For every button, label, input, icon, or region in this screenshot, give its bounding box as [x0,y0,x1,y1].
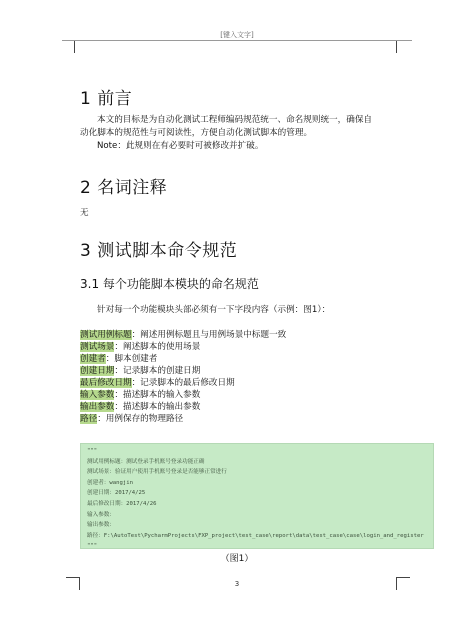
field-item [80,340,200,352]
field-desc: ：脚本创建者 [105,354,158,364]
field-key: 创建者 [80,354,106,364]
field-desc: ：记录脚本的创建日期 [114,366,201,376]
field-key: 创建日期 [80,366,115,376]
figure-caption: （图1） [220,554,254,564]
field-item [80,328,286,340]
code-line: 创建者：wangjin [87,479,133,486]
crop-mark-top-left [62,41,75,53]
page-number: 3 [234,580,240,588]
code-line: 路径：F:\AutoTest\PycharmProjects\FXP_project\test_case\report\data\test_case\case\login_and_register [87,532,424,539]
section-1-note: Note：此规则在有必要时可被修改并扩破。 [97,141,264,151]
code-line: """ [87,543,98,549]
field-desc: ：阐述脚本的使用场景 [114,342,201,352]
section-1-paragraph-line-1: 本文的目标是为自动化测试工程师编码规范统一、命名规则统一，确保自 [97,115,373,125]
field-key: 测试场景 [80,342,115,352]
code-line: 创建日期：2017/4/25 [87,490,146,497]
field-item [80,412,183,424]
field-desc: ：描述脚本的输出参数 [114,402,201,412]
section-2-heading: 2 名词注释 [80,178,168,198]
field-key: 路径 [80,414,98,424]
header-rule [62,40,412,41]
field-item [80,400,200,412]
field-item [80,388,200,400]
section-1-paragraph-line-2: 动化脚本的规范性与可阅读性，方便自动化测试脚本的管理。 [80,128,313,138]
code-line: 最后修改日期：2017/4/26 [87,500,157,507]
code-line: 输入参数： [87,511,115,518]
field-desc: ：记录脚本的最后修改日期 [131,378,235,388]
field-key: 最后修改日期 [80,378,132,388]
page-header: [键入文字] [220,31,254,39]
section-1-heading: 1 前言 [80,89,133,109]
field-desc: ：用例保存的物理路径 [97,414,184,424]
field-item [80,376,235,388]
code-line: """ [87,448,98,454]
field-desc: ：阐述用例标题且与用例场景中标题一致 [131,330,287,340]
section-3-1-intro: 针对每一个功能模块头部必须有一下字段内容（示例：图1）： [97,305,331,315]
code-line: 输出参数： [87,522,115,529]
field-key: 输出参数 [80,402,115,412]
code-line: 测试场景：验证用户使用手机账号登录是否能够正常进行 [87,469,227,476]
code-example-block [80,443,434,549]
field-key: 输入参数 [80,390,115,400]
field-item [80,364,200,376]
section-3-1-heading: 3.1 每个功能脚本模块的命名规范 [80,277,259,291]
field-desc: ：描述脚本的输入参数 [114,390,201,400]
field-item [80,352,157,364]
crop-mark-top-right [396,41,409,53]
section-2-body: 无 [80,208,89,218]
section-3-heading: 3 测试脚本命令规范 [80,241,238,261]
field-key: 测试用例标题 [80,330,132,340]
code-line: 测试用例标题：测试登录手机账号登录功能正确 [87,458,205,465]
